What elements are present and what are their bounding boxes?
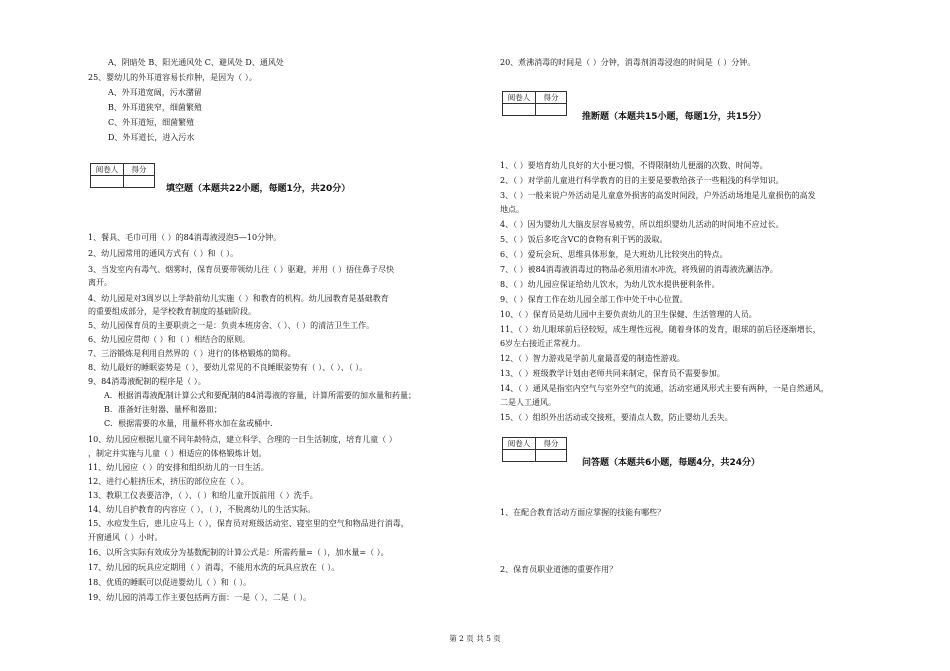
judgment-line: 9、（ ）保育工作在幼儿园全部工作中处于中心位置。: [500, 295, 688, 304]
question-line: 3、当发室内有毒气、烟雾时，保育员要带领幼儿往（ ）驱避，并用（ ）捂住鼻子尽快: [88, 265, 395, 274]
judgment-line: 15、（ ）组织外出活动或交接班，要清点人数，防止婴幼儿丢失。: [500, 413, 733, 422]
question-line: 2、幼儿园常用的通风方式有（ ）和（ ）。: [88, 249, 239, 258]
judgment-line: 6、（ ）爱玩会玩、思维具体形象，是大班幼儿比较突出的特点。: [500, 250, 728, 259]
judgment-line: 7、（ ）被84消毒液消毒过的物品必须用清水冲洗，将残留的消毒液洗涮洁净。: [500, 265, 778, 274]
question-line: 11、幼儿园应（ ）的安排和组织幼儿的一日生活。: [88, 463, 269, 472]
question-line: 17、幼儿园的玩具应定期用（ ）消毒，不能用水洗的玩具应放在（ ）。: [88, 563, 340, 572]
score-cell: [124, 176, 155, 188]
option-line: B．准备好注射器、量杯和器皿；: [104, 405, 222, 414]
judgment-line: 地点。: [500, 205, 524, 214]
judgment-line: 3、（ ）一般来说户外活动是儿童意外损害的高发时间段，户外活动场地是儿童损伤的高发: [500, 191, 816, 200]
option-line: B、外耳道狭窄，细菌繁殖: [108, 103, 202, 112]
question-line: 8、幼儿最好的睡眠姿势是（ ），要幼儿常见的不良睡眠姿势有（ ）、（ ）、（ ）。: [88, 363, 368, 372]
option-line: A．根据消毒液配制计算公式和要配制的84消毒液的容量，计算所需要的加水量和药量；: [104, 391, 416, 400]
question-line: 19、幼儿园的消毒工作主要包括两方面：一是（ ），二是（ ）。: [88, 593, 312, 602]
judgment-line: 8、（ ）幼儿园应保证给幼儿饮水，为幼儿饮水提供便利条件。: [500, 280, 720, 289]
judgment-line: 1、（ ）要培育幼儿良好的大小便习惯，不得限制幼儿便溺的次数、时间等。: [500, 161, 768, 170]
question-line: 离开。: [88, 278, 112, 287]
judgment-line: 5、（ ）饭后多吃含VC的食物有利于钙的汲取。: [500, 235, 668, 244]
option-line: D、外耳道长，进入污水: [108, 133, 195, 142]
question-line: 16、以所含实际有效成分为基数配制的计算公式是：所需药量=（ ），加水量=（ ）。: [88, 548, 389, 557]
judgment-line: 11、（ ）幼儿眼球前后径较短，成生理性远视，随着身体的发育，眼球的前后径逐渐增长，: [500, 325, 821, 334]
reviewer-label: 阅卷人: [91, 164, 124, 176]
page-footer: 第 2 页 共 5 页: [449, 634, 501, 643]
section-title: 填空题（本题共22小题，每题1分，共20分）: [166, 184, 351, 194]
question-line: 10、幼儿园应根据儿童不同年龄特点，建立科学、合理的一日生活制度，培育儿童（ ）: [88, 435, 397, 444]
judgment-line: 12、（ ）智力游戏是学前儿童最喜爱的制造性游戏。: [500, 354, 685, 363]
question-line: ，制定并实施与儿童（ ）相适应的体格锻炼计划。: [88, 449, 267, 458]
reviewer-cell: [503, 450, 536, 462]
option-line: C、外耳道短，细菌繁殖: [108, 118, 195, 127]
score-label: 得分: [124, 164, 155, 176]
score-label: 得分: [536, 438, 567, 450]
reviewer-cell: [91, 176, 124, 188]
judgment-line: 4、（ ）因为婴幼儿大脑皮层容易疲劳，所以组织婴幼儿活动的时间地不应过长。: [500, 220, 784, 229]
question-line: 的重要组成部分，是学校教育制度的基础阶段。: [88, 307, 256, 316]
judgment-line: 10、（ ）保育员是幼儿园中主要负责幼儿的卫生保健、生活管理的人员。: [500, 310, 757, 319]
judgment-line: 2、（ ）对学前儿童进行科学教育的目的主要是要教给孩子一些粗浅的科学知识。: [500, 176, 784, 185]
question-line: 12、进行心脏挤压术，挤压的部位应在（ ）。: [88, 477, 249, 486]
option-line: A、外耳道宽阔，污水潴留: [108, 88, 202, 97]
reviewer-label: 阅卷人: [503, 438, 536, 450]
score-cell: [536, 450, 567, 462]
question-line: 开窗通风（ ）小时。: [88, 533, 163, 542]
essay-question: 2、保育员职业道德的重要作用？: [500, 565, 618, 574]
judgment-line: 13、（ ）班级教学计划由老师共同来制定，保育员不需要参加。: [500, 369, 725, 378]
question-line: 14、幼儿自护教育的内容应（ ），（ ），不脱离幼儿的生活实际。: [88, 505, 316, 514]
section-title: 推断题（本题共15小题，每题1分，共15分）: [582, 112, 767, 122]
score-cell: [536, 104, 567, 116]
question-line: 9、84消毒液配制的程序是（ ）。: [88, 377, 206, 386]
question-line: 18、优质的睡眠可以促进婴幼儿（ ）和（ ）。: [88, 578, 252, 587]
score-box: [502, 437, 567, 462]
score-label: 得分: [536, 92, 567, 104]
score-box: [502, 91, 567, 116]
question-line: 25、婴幼儿的外耳道容易长疖肿，是因为（ ）。: [88, 73, 257, 82]
question-line: 13、教职工仪表要洁净，（ ）、（ ）和给儿童开饭前用（ ）洗手。: [88, 491, 318, 500]
question-line: 1、餐具、毛巾可用（ ）的84消毒液浸泡5—10分钟。: [88, 233, 282, 242]
question-line: 6、幼儿园应贯彻（ ）和（ ）相结合的原则。: [88, 335, 251, 344]
essay-question: 1、在配合教育活动方面应掌握的技能有哪些？: [500, 508, 666, 517]
judgment-line: 14、（ ）通风是指室内空气与室外空气的流通，活动室通风形式主要有两种，一是自然通风，: [500, 384, 829, 393]
question-line: 15、水痘发生后，患儿应马上（ ），保育员对班级活动室、寝室里的空气和物品进行消毒，: [88, 519, 409, 528]
judgment-line: 二是人工通风。: [500, 398, 556, 407]
reviewer-cell: [503, 104, 536, 116]
option-line: A、阴暗处 B、阳光通风处 C、避风处 D、通风处: [108, 58, 284, 67]
question-line: 20、煮沸消毒的时间是（ ）分钟，消毒剂消毒浸泡的时间是（ ）分钟。: [500, 58, 756, 67]
score-box: [90, 163, 155, 188]
question-line: 4、幼儿园是对3周岁以上学龄前幼儿实施（ ）和教育的机构。幼儿园教育是基础教育: [88, 294, 389, 303]
reviewer-label: 阅卷人: [503, 92, 536, 104]
judgment-line: 6岁左右接近正常视力。: [500, 339, 586, 348]
question-line: 5、幼儿园保育员的主要职责之一是：负责本班房舍、（ ）、（ ）的清洁卫生工作。: [88, 321, 375, 330]
option-line: C．根据需要的水量，用量杯将水加在盆或桶中.: [104, 419, 273, 428]
question-line: 7、三浴锻炼是利用自然界的（ ）进行的体格锻炼的简称。: [88, 349, 296, 358]
section-title: 问答题（本题共6小题，每题4分，共24分）: [582, 458, 761, 468]
